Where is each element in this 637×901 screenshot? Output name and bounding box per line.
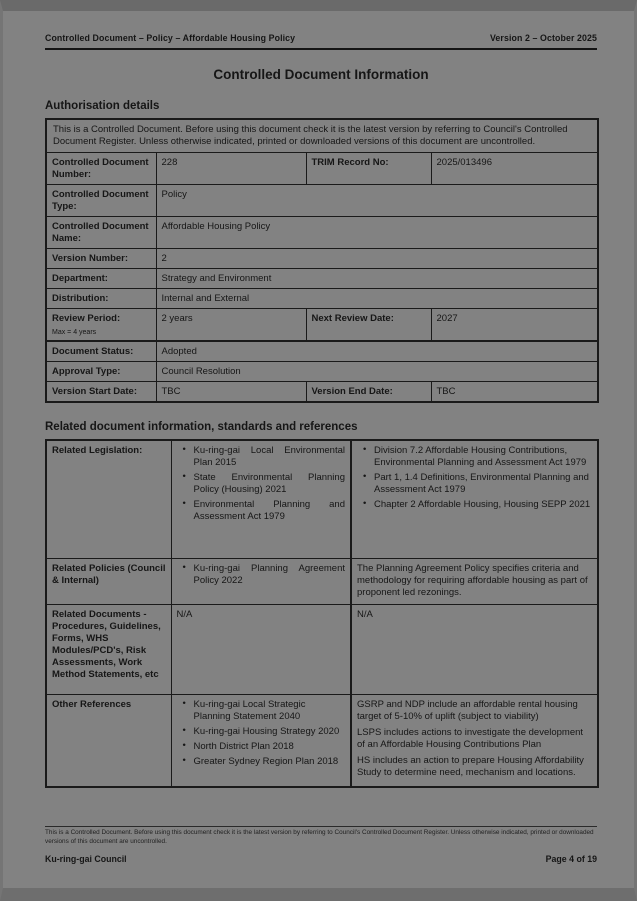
review-period-value: 2 years: [156, 308, 306, 341]
doc-type-label: Controlled Document Type:: [46, 184, 156, 216]
version-number-value: 2: [156, 248, 598, 268]
list-item: • Chapter 2 Affordable Housing, Housing SEPP 2021: [374, 499, 592, 511]
version-start-label: Version Start Date:: [46, 382, 156, 402]
version-end-value: TBC: [431, 382, 598, 402]
header-document-title: Controlled Document – Policy – Affordable Housing Policy: [45, 33, 296, 43]
related-legislation-references: [351, 440, 598, 558]
table-row: [46, 604, 598, 694]
list-item: • Ku-ring-gai Housing Strategy 2020: [194, 726, 346, 738]
list-item: • Division 7.2 Affordable Housing Contributions, Environmental Planning and Assessment Act 1979: [374, 445, 592, 469]
list-item: • Part 1, 1.4 Definitions, Environmental Planning and Assessment Act 1979: [374, 472, 592, 496]
version-number-label: Version Number:: [46, 248, 156, 268]
reference-note: LSPS includes actions to investigate the development of an Affordable Housing Contributions Plan: [357, 726, 584, 750]
related-policies-label: Related Policies (Council & Internal): [46, 558, 171, 604]
header-version: Version 2 – October 2025: [489, 33, 597, 43]
table-row: [46, 184, 598, 216]
approval-type-label: Approval Type:: [46, 362, 156, 382]
doc-name-value: Affordable Housing Policy: [156, 216, 598, 248]
other-references-label: Other References: [46, 694, 171, 786]
doc-number-value: 228: [156, 152, 306, 184]
table-row: [46, 288, 598, 308]
doc-type-value: Policy: [156, 184, 598, 216]
list-item: • Greater Sydney Region Plan 2018: [194, 756, 346, 768]
list-item: • State Environmental Planning Policy (Housing) 2021: [194, 472, 346, 496]
related-legislation-label: Related Legislation:: [46, 440, 171, 558]
next-review-label: Next Review Date:: [306, 308, 431, 341]
page-title: Controlled Document Information: [213, 67, 429, 82]
list-item: • Ku-ring-gai Local Strategic Planning Statement 2040: [194, 699, 346, 723]
distribution-value: Internal and External: [156, 288, 598, 308]
related-documents-label: Related Documents - Procedures, Guidelines, Forms, WHS Modules/PCD's, Risk Assessments, Work Method Statements, etc: [46, 604, 171, 694]
reference-note: HS includes an action to prepare Housing Affordability Study to determine need, mechanism and locations.: [357, 754, 584, 778]
related-policies-description: The Planning Agreement Policy specifies criteria and methodology for requiring affordable housing as part of proponent led rezonings.: [351, 558, 598, 604]
document-status-label: Document Status:: [46, 341, 156, 361]
related-documents-table: [45, 439, 599, 787]
footer-page-number: Page 4 of 19: [545, 854, 597, 865]
table-row: [46, 694, 598, 786]
authorisation-table: [45, 118, 599, 403]
review-period-note: Max = 4 years: [52, 328, 97, 336]
review-period-label: [46, 308, 156, 341]
list-item: • North District Plan 2018: [194, 741, 346, 753]
footer-rule: [45, 826, 597, 827]
table-row: [46, 341, 598, 361]
trim-record-value: 2025/013496: [431, 152, 598, 184]
table-row: [46, 248, 598, 268]
related-documents-middle: N/A: [171, 604, 351, 694]
department-value: Strategy and Environment: [156, 268, 598, 288]
footer-disclaimer: This is a Controlled Document. Before using this document check it is the latest version by referring to Council's Controlled Document Register. Unless otherwise indicated, printed or downloaded versions of this document are uncontrolled.: [45, 829, 594, 845]
table-row: [46, 119, 598, 152]
doc-name-label: Controlled Document Name:: [46, 216, 156, 248]
related-documents-right: N/A: [351, 604, 598, 694]
next-review-value: 2027: [431, 308, 598, 341]
related-policies-list: [171, 558, 351, 604]
doc-number-label: Controlled Document Number:: [46, 152, 156, 184]
distribution-label: Distribution:: [46, 288, 156, 308]
table-row: [46, 308, 598, 341]
footer-council-name: Ku-ring-gai Council: [45, 854, 127, 865]
reference-note: GSRP and NDP include an affordable rental housing target of 5-10% of uplift (subject to viability): [357, 698, 578, 722]
document-footer: [45, 826, 597, 864]
version-end-label: Version End Date:: [306, 382, 431, 402]
controlled-document-disclaimer: This is a Controlled Document. Before using this document check it is the latest version by referring to Council's Controlled Document Register. Unless otherwise indicated, printed or downloaded versions of this document are uncontrolled.: [46, 119, 598, 152]
review-period-label-text: Review Period:: [52, 312, 121, 324]
other-references-list: [171, 694, 351, 786]
version-start-value: TBC: [156, 382, 306, 402]
table-row: [46, 382, 598, 402]
related-legislation-list: [171, 440, 351, 558]
table-row: [46, 558, 598, 604]
document-header: [45, 33, 597, 43]
header-rule: [45, 48, 597, 50]
table-row: [46, 152, 598, 184]
table-row: [46, 440, 598, 558]
approval-type-value: Council Resolution: [156, 362, 598, 382]
section-heading-authorisation: Authorisation details: [45, 100, 160, 112]
document-status-value: Adopted: [156, 341, 598, 361]
document-page: [45, 33, 597, 788]
table-row: [46, 268, 598, 288]
table-row: [46, 362, 598, 382]
department-label: Department:: [46, 268, 156, 288]
table-row: [46, 216, 598, 248]
trim-record-label: TRIM Record No:: [306, 152, 431, 184]
other-references-notes: [351, 694, 598, 786]
list-item: • Ku-ring-gai Planning Agreement Policy 2022: [194, 563, 346, 587]
section-heading-related: Related document information, standards and references: [45, 421, 358, 434]
list-item: • Environmental Planning and Assessment Act 1979: [194, 499, 346, 523]
list-item: • Ku-ring-gai Local Environmental Plan 2015: [194, 445, 346, 469]
